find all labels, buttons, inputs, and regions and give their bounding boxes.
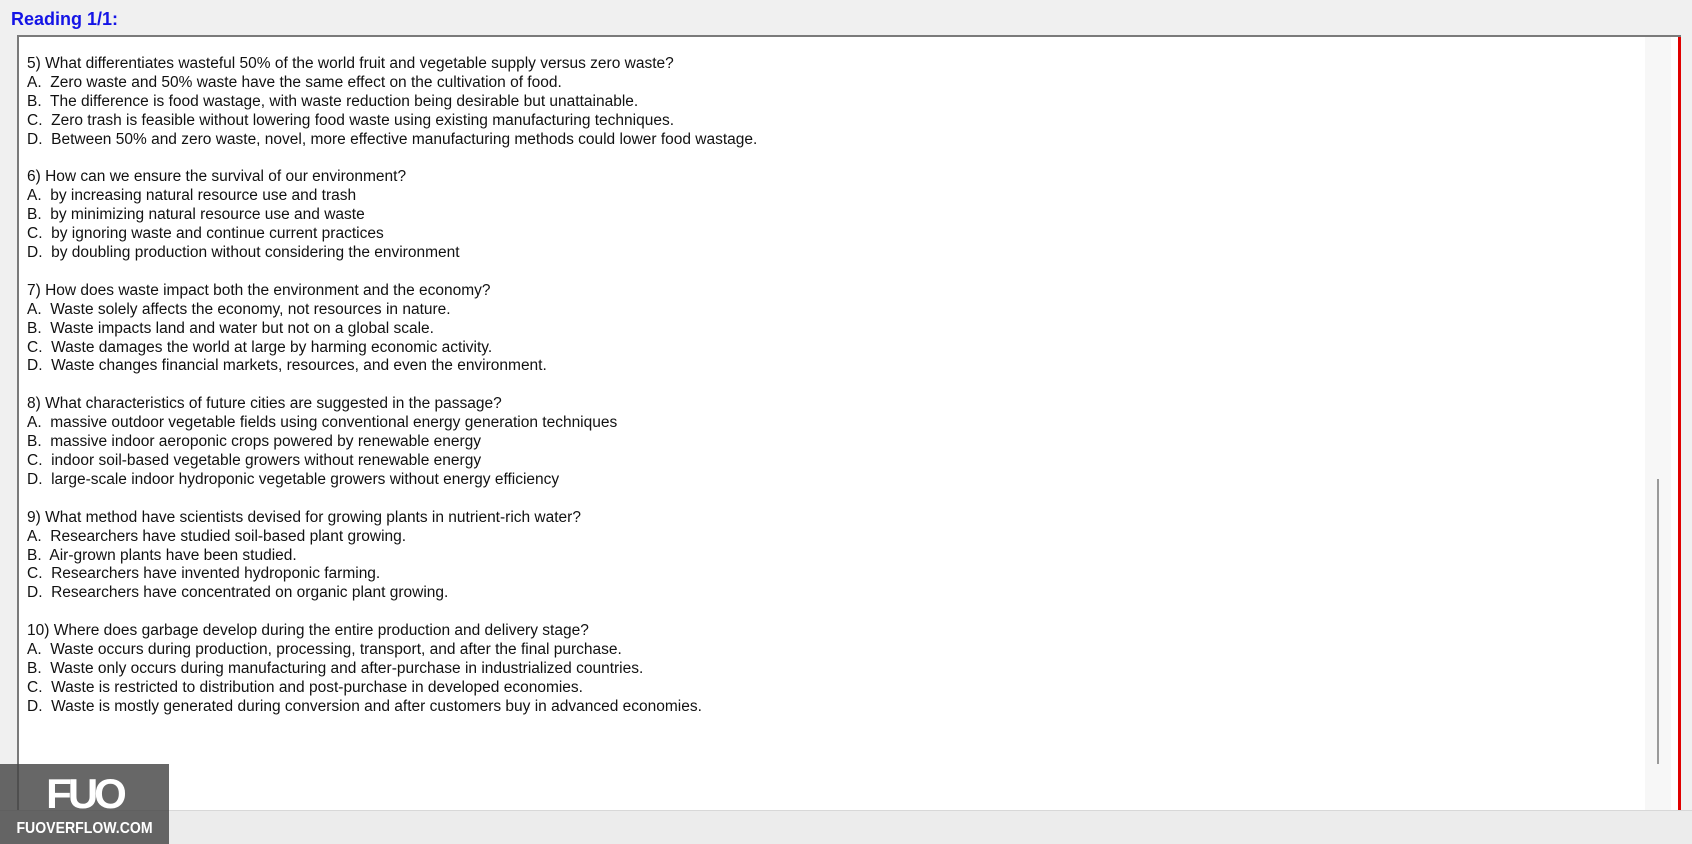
watermark-logo: FUO [46, 770, 123, 817]
option-a: A. Researchers have studied soil-based plant growing. [27, 527, 407, 545]
question-5 [27, 55, 1641, 150]
scrollbar-thumb[interactable] [1657, 479, 1659, 764]
vertical-scrollbar[interactable] [1645, 37, 1671, 812]
option-b: B. Waste impacts land and water but not on a global scale. [27, 319, 434, 337]
option-b: B. The difference is food wastage, with waste reduction being desirable but unattainable. [27, 92, 639, 110]
option-b: B. Waste only occurs during manufacturing and after-purchase in industrialized countries. [27, 659, 644, 677]
question-text: 9) What method have scientists devised for growing plants in nutrient-rich water? [27, 508, 581, 526]
option-a: A. Waste occurs during production, processing, transport, and after the final purchase. [27, 641, 622, 659]
option-b: B. Air-grown plants have been studied. [27, 546, 297, 564]
question-text: 8) What characteristics of future cities are suggested in the passage? [27, 395, 502, 413]
option-d: D. by doubling production without considering the environment [27, 244, 460, 262]
option-c: C. Waste damages the world at large by harming economic activity. [27, 338, 493, 356]
option-a: A. Waste solely affects the economy, not resources in nature. [27, 300, 451, 318]
option-d: D. large-scale indoor hydroponic vegetable growers without energy efficiency [27, 470, 560, 488]
option-d: D. Waste changes financial markets, resources, and even the environment. [27, 357, 547, 375]
option-c: C. Zero trash is feasible without lowering food waste using existing manufacturing techniques. [27, 111, 675, 129]
option-a: A. by increasing natural resource use and trash [27, 187, 357, 205]
option-a: A. Zero waste and 50% waste have the same effect on the cultivation of food. [27, 73, 562, 91]
question-8 [27, 395, 1641, 490]
question-7 [27, 282, 1641, 377]
watermark-site: FUOVERFLOW.COM [16, 820, 153, 837]
option-c: C. indoor soil-based vegetable growers without renewable energy [27, 451, 482, 469]
option-c: C. Researchers have invented hydroponic farming. [27, 565, 381, 583]
reading-panel [17, 35, 1681, 810]
option-c: C. by ignoring waste and continue current practices [27, 225, 384, 243]
option-d: D. Between 50% and zero waste, novel, more effective manufacturing methods could lower food wastage. [27, 130, 758, 148]
question-10 [27, 622, 1641, 717]
option-c: C. Waste is restricted to distribution and post-purchase in developed economies. [27, 678, 583, 696]
option-d: D. Researchers have concentrated on organic plant growing. [27, 584, 449, 602]
question-text: 10) Where does garbage develop during the entire production and delivery stage? [27, 622, 589, 640]
question-text: 7) How does waste impact both the environment and the economy? [27, 281, 491, 299]
option-d: D. Waste is mostly generated during conversion and after customers buy in advanced economies. [27, 697, 702, 715]
option-a: A. massive outdoor vegetable fields using conventional energy generation techniques [27, 414, 618, 432]
panel-edge-accent [1678, 37, 1681, 812]
option-b: B. by minimizing natural resource use and waste [27, 206, 365, 224]
question-text: 5) What differentiates wasteful 50% of the world fruit and vegetable supply versus zero waste? [27, 55, 674, 72]
option-b: B. massive indoor aeroponic crops powered by renewable energy [27, 433, 482, 451]
watermark [0, 764, 169, 844]
question-9 [27, 509, 1641, 604]
questions-list [27, 55, 1641, 736]
question-text: 6) How can we ensure the survival of our environment? [27, 168, 407, 186]
bottom-scroll-area [0, 810, 1692, 844]
question-6 [27, 168, 1641, 263]
reading-title: Reading 1/1: [11, 9, 119, 29]
